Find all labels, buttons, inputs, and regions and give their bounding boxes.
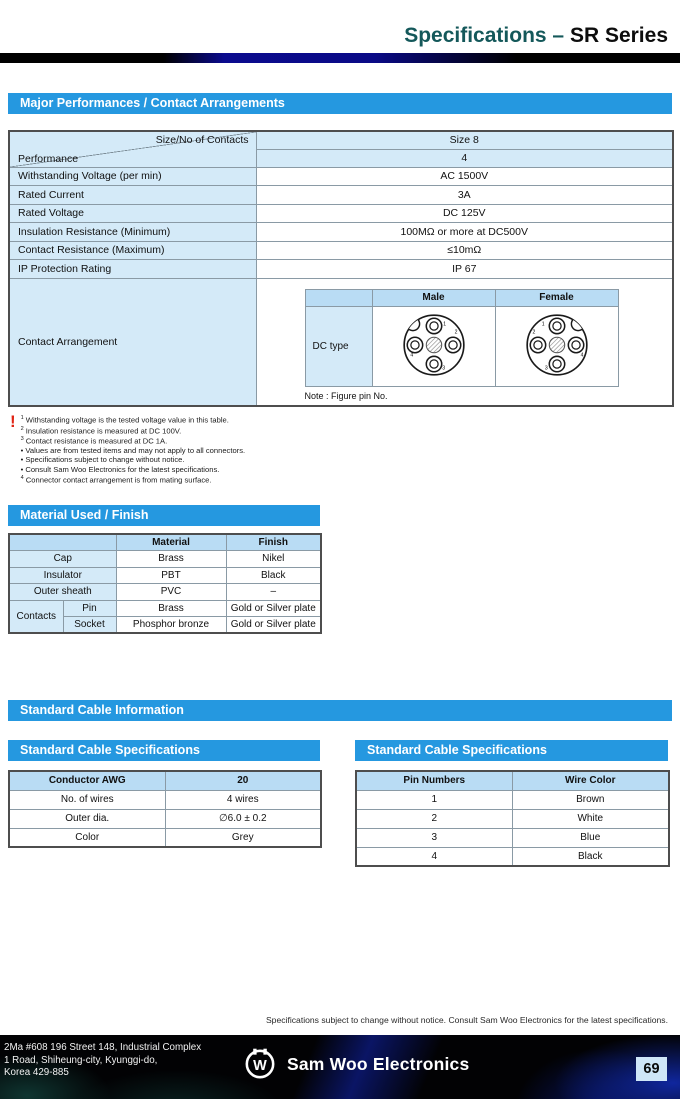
note-line: $^1$ Withstanding voltage is the tested voltage value in this table. <box>20 415 229 425</box>
page-title-series: SR Series <box>569 24 668 47</box>
material-cell: Brass <box>116 551 226 568</box>
disclaimer-note: Specifications subject to change without notice. Consult Sam Woo Electronics for the latest specifications. <box>265 1015 668 1025</box>
corner-cell <box>9 131 256 167</box>
male-header-cell: Male <box>372 289 495 306</box>
row-value-cell: 100MΩ or more at DC500V <box>256 223 673 242</box>
corner-bottom-label: Performance <box>18 152 79 165</box>
row-value-cell: 4 wires <box>165 790 321 809</box>
contacts-count-cell: 4 <box>256 149 673 167</box>
table-row <box>9 167 673 186</box>
pin-number: 4 <box>409 351 413 358</box>
section-header-major-performances: Major Performances / Contact Arrangements <box>8 93 672 114</box>
contact-arrangement-label: Contact Arrangement <box>9 278 256 406</box>
finish-cell: Black <box>226 567 321 584</box>
section-header-cable-spec-left: Standard Cable Specifications <box>8 740 320 761</box>
finish-cell: Gold or Silver plate <box>226 600 321 617</box>
note-line: • Specifications subject to change without notice. <box>20 455 185 465</box>
table-row <box>9 131 673 149</box>
female-connector-diagram-icon <box>521 309 593 381</box>
pin-cell: 4 <box>356 847 512 866</box>
table-row <box>9 790 321 809</box>
figure-note: Note : Figure pin No. <box>304 390 388 401</box>
header-rule <box>0 53 680 63</box>
note-line: $^3$ Contact resistance is measured at DC 1A. <box>20 436 168 446</box>
address-line: Korea 429-885 <box>4 1067 69 1078</box>
part-cell: Outer sheath <box>9 584 116 601</box>
empty-header-cell <box>9 534 116 551</box>
section-header-cable-info: Standard Cable Information <box>8 700 672 721</box>
row-value-cell: 3A <box>256 186 673 205</box>
note-line: $^2$ Insulation resistance is measured at DC 100V. <box>20 425 182 436</box>
contacts-group-cell: Contacts <box>9 600 63 633</box>
material-table <box>8 533 322 634</box>
page-number-badge: 69 <box>636 1057 667 1081</box>
table-row <box>305 289 618 306</box>
color-cell: Brown <box>512 790 669 809</box>
female-header-cell: Female <box>495 289 618 306</box>
wire-color-header: Wire Color <box>512 771 669 790</box>
samwoo-logo-icon <box>243 1047 277 1081</box>
table-row <box>9 534 321 551</box>
color-cell: Black <box>512 847 669 866</box>
table-row <box>356 828 669 847</box>
color-cell: Blue <box>512 828 669 847</box>
note-line: • Values are from tested items and may not apply to all connectors. <box>20 446 246 456</box>
male-connector-diagram-icon <box>398 309 470 381</box>
row-label-cell: Rated Current <box>9 186 256 205</box>
contact-arrangement-cell <box>256 278 673 406</box>
table-row <box>305 306 618 386</box>
row-value-cell: IP 67 <box>256 260 673 279</box>
finish-cell: Gold or Silver plate <box>226 617 321 634</box>
row-label-cell: Insulation Resistance (Minimum) <box>9 223 256 242</box>
table-row <box>9 204 673 223</box>
pin-cell: 2 <box>356 809 512 828</box>
row-label-cell: Contact Resistance (Maximum) <box>9 241 256 260</box>
row-label-cell: IP Protection Rating <box>9 260 256 279</box>
part-cell: Pin <box>63 600 116 617</box>
pin-number: 2 <box>454 329 457 336</box>
row-value-cell: DC 125V <box>256 204 673 223</box>
part-cell: Socket <box>63 617 116 634</box>
material-header-cell: Material <box>116 534 226 551</box>
color-cell: White <box>512 809 669 828</box>
pin-number: 4 <box>580 351 584 358</box>
cable-spec-table <box>8 770 322 848</box>
note-lines <box>21 414 245 485</box>
pin-number: 1 <box>541 320 545 327</box>
empty-header-cell <box>305 289 372 306</box>
contact-arrangement-table <box>305 289 619 387</box>
note-line: $^4$ Connector contact arrangement is from mating surface. <box>20 474 212 485</box>
table-row <box>9 241 673 260</box>
row-label-cell: Outer dia. <box>9 809 165 828</box>
company-address <box>4 1042 201 1080</box>
size-header-cell: Size 8 <box>256 131 673 149</box>
awg-value-header: 20 <box>165 771 321 790</box>
pin-numbers-header: Pin Numbers <box>356 771 512 790</box>
material-cell: Brass <box>116 600 226 617</box>
section-header-material: Material Used / Finish <box>8 505 320 526</box>
pin-cell: 1 <box>356 790 512 809</box>
row-label-cell: Rated Voltage <box>9 204 256 223</box>
table-row <box>9 223 673 242</box>
address-line: 1 Road, Shiheung-city, Kyunggi-do, <box>4 1054 158 1066</box>
address-line: 2Ma #608 196 Street 148, Industrial Complex <box>4 1042 202 1053</box>
finish-cell: – <box>226 584 321 601</box>
pin-number: 2 <box>532 329 535 336</box>
male-connector-cell <box>372 306 495 386</box>
wire-color-table <box>355 770 670 867</box>
table-row <box>9 551 321 568</box>
row-label-cell: Color <box>9 828 165 847</box>
pin-number: 3 <box>544 365 548 372</box>
row-value-cell: ∅6.0 ± 0.2 <box>165 809 321 828</box>
performance-table <box>8 130 674 407</box>
part-cell: Cap <box>9 551 116 568</box>
table-row <box>9 771 321 790</box>
section-header-cable-spec-right: Standard Cable Specifications <box>355 740 668 761</box>
row-value-cell: ≤10mΩ <box>256 241 673 260</box>
table-row <box>9 186 673 205</box>
material-cell: PVC <box>116 584 226 601</box>
table-row <box>9 809 321 828</box>
table-row <box>356 790 669 809</box>
table-row <box>9 567 321 584</box>
part-cell: Insulator <box>9 567 116 584</box>
pin-number: 3 <box>441 365 445 372</box>
conductor-awg-header: Conductor AWG <box>9 771 165 790</box>
dc-type-cell: DC type <box>305 306 372 386</box>
material-cell: PBT <box>116 567 226 584</box>
note-line: • Consult Sam Woo Electronics for the latest specifications. <box>20 464 220 474</box>
contact-arrangement-row <box>9 278 673 406</box>
warning-icon: ! <box>10 412 16 431</box>
finish-cell: Nikel <box>226 551 321 568</box>
table-row <box>9 600 321 617</box>
pin-number: 1 <box>442 320 446 327</box>
table-row <box>356 809 669 828</box>
table-row <box>9 828 321 847</box>
table-row <box>356 847 669 866</box>
company-name: Sam Woo Electronics <box>287 1053 470 1074</box>
female-connector-cell <box>495 306 618 386</box>
row-value-cell: AC 1500V <box>256 167 673 186</box>
table-row <box>9 584 321 601</box>
corner-top-label: Size/No of Contacts <box>155 134 249 146</box>
pin-cell: 3 <box>356 828 512 847</box>
company-logo-block <box>243 1047 469 1081</box>
table-row <box>356 771 669 790</box>
svg-text:W: W <box>253 1057 267 1074</box>
row-label-cell: Withstanding Voltage (per min) <box>9 167 256 186</box>
page-title-prefix: Specifications – <box>404 24 565 47</box>
table-row <box>9 260 673 279</box>
row-value-cell: Grey <box>165 828 321 847</box>
material-cell: Phosphor bronze <box>116 617 226 634</box>
footer <box>0 1035 680 1099</box>
notes-block <box>10 414 245 485</box>
page-title <box>404 24 668 48</box>
row-label-cell: No. of wires <box>9 790 165 809</box>
finish-header-cell: Finish <box>226 534 321 551</box>
